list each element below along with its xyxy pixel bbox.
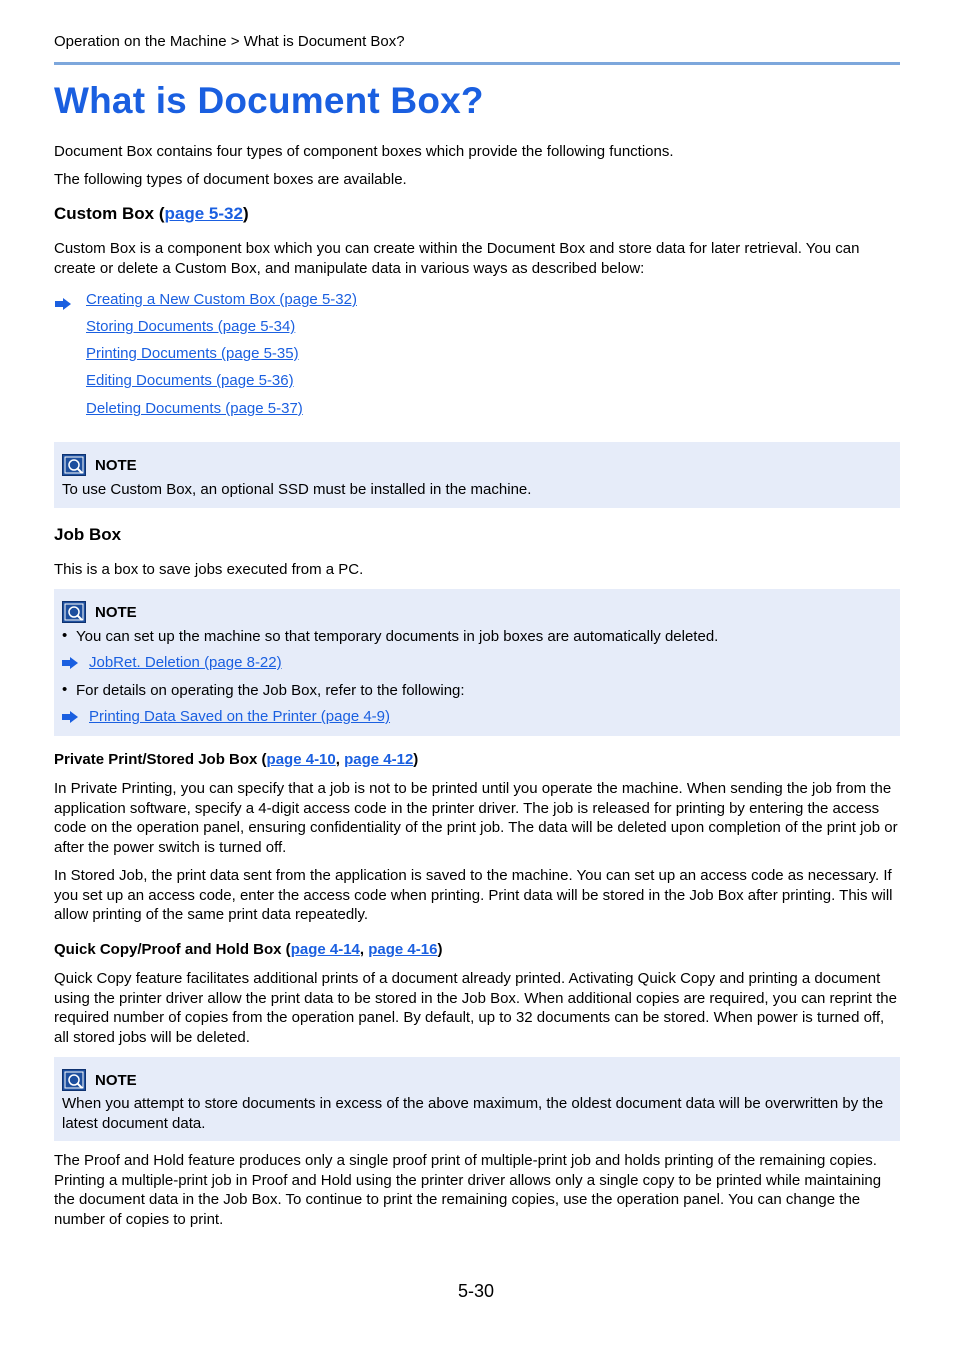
private-print-link-a[interactable]: page 4-10 [266,751,336,768]
note-label: NOTE [95,1071,137,1089]
note-label: NOTE [95,603,137,621]
quick-copy-paragraph-1: Quick Copy feature facilitates additional prints of a document already printed. Activating Quick Copy and printing a document using the printer driver allow the print data to be stored in the Job Box. When additional copies are required, you can reprint the required number of copies from the operation panel. By default, up to 32 documents can be stored. When power is turned off, all stored jobs will be deleted. [54,970,897,1046]
arrow-right-icon [62,657,78,669]
custom-box-heading: Custom Box (page 5-32) [54,204,249,223]
quick-copy-link-a[interactable]: page 4-14 [290,941,360,958]
private-print-link-b[interactable]: page 4-12 [344,751,414,768]
note-text: When you attempt to store documents in excess of the above maximum, the oldest document data will be overwritten by the latest document data. [62,1095,884,1132]
intro-paragraph-2: The following types of document boxes are available. [54,171,407,188]
note-box-custom [54,442,900,508]
arrow-right-icon [62,711,78,723]
private-print-paragraph-1: In Private Printing, you can specify that a job is not to be printed until you operate the machine. When sending the job from the application software, specify a 4-digit access code in the printer driver. The job is released for printing by entering the access code on the operation panel, ensuring confidentiality of the print job. The data will be deleted upon completion of the print job or after the power switch is turned off. [54,780,898,856]
page-title: What is Document Box? [54,80,484,121]
custom-box-page-link[interactable]: page 5-32 [164,204,243,223]
breadcrumb: Operation on the Machine > What is Document Box? [54,33,405,50]
note-box-quick-copy [54,1057,900,1141]
link-storing-documents[interactable]: Storing Documents (page 5-34) [86,318,296,335]
link-jobret-deletion[interactable]: JobRet. Deletion (page 8-22) [89,654,282,671]
job-box-heading: Job Box [54,525,122,544]
quick-copy-link-b[interactable]: page 4-16 [368,941,438,958]
bullet-dot: • [62,627,68,644]
note-box-job [54,589,900,736]
note-label: NOTE [95,456,137,474]
arrow-right-icon [55,298,71,310]
note-bullet-1: You can set up the machine so that temporary documents in job boxes are automatically deleted. [76,628,719,645]
note-icon [62,1069,86,1091]
note-icon [62,601,86,623]
custom-box-description: Custom Box is a component box which you can create within the Document Box and store data for later retrieval. You can create or delete a Custom Box, and manipulate data in various ways as described below: [54,240,860,277]
intro-paragraph-1: Document Box contains four types of component boxes which provide the following functions. [54,143,674,160]
header-rule [54,62,900,65]
link-editing-documents[interactable]: Editing Documents (page 5-36) [86,372,294,389]
page-number: 5-30 [458,1281,495,1301]
job-box-description: This is a box to save jobs executed from a PC. [54,561,364,578]
link-printing-documents[interactable]: Printing Documents (page 5-35) [86,345,299,362]
bullet-dot: • [62,681,68,698]
link-printing-data-saved[interactable]: Printing Data Saved on the Printer (page 4-9) [89,708,391,725]
note-text: To use Custom Box, an optional SSD must be installed in the machine. [62,481,532,498]
proof-hold-paragraph: The Proof and Hold feature produces only a single proof print of multiple-print job and holds printing of the remaining copies. Printing a multiple-print job in Proof and Hold using the printer driver allows only a single copy to be printed while maintaining the document data in the Job Box. To continue to print the remaining copies, use the operation panel. You can change the number of copies to print. [54,1152,882,1228]
link-creating-custom-box[interactable]: Creating a New Custom Box (page 5-32) [86,291,357,308]
link-deleting-documents[interactable]: Deleting Documents (page 5-37) [86,400,303,417]
private-print-heading: Private Print/Stored Job Box (page 4-10, page 4-12) [54,751,419,768]
note-icon [62,454,86,476]
quick-copy-heading: Quick Copy/Proof and Hold Box (page 4-14, page 4-16) [54,941,443,958]
note-bullet-2: For details on operating the Job Box, refer to the following: [76,682,465,699]
private-print-paragraph-2: In Stored Job, the print data sent from the application is saved to the machine. You can set up an access code as necessary. If you set up an access code, enter the access code when printing. Print data will be stored in the Job Box after printing. This will allow printing of the same print data repeatedly. [54,867,893,923]
